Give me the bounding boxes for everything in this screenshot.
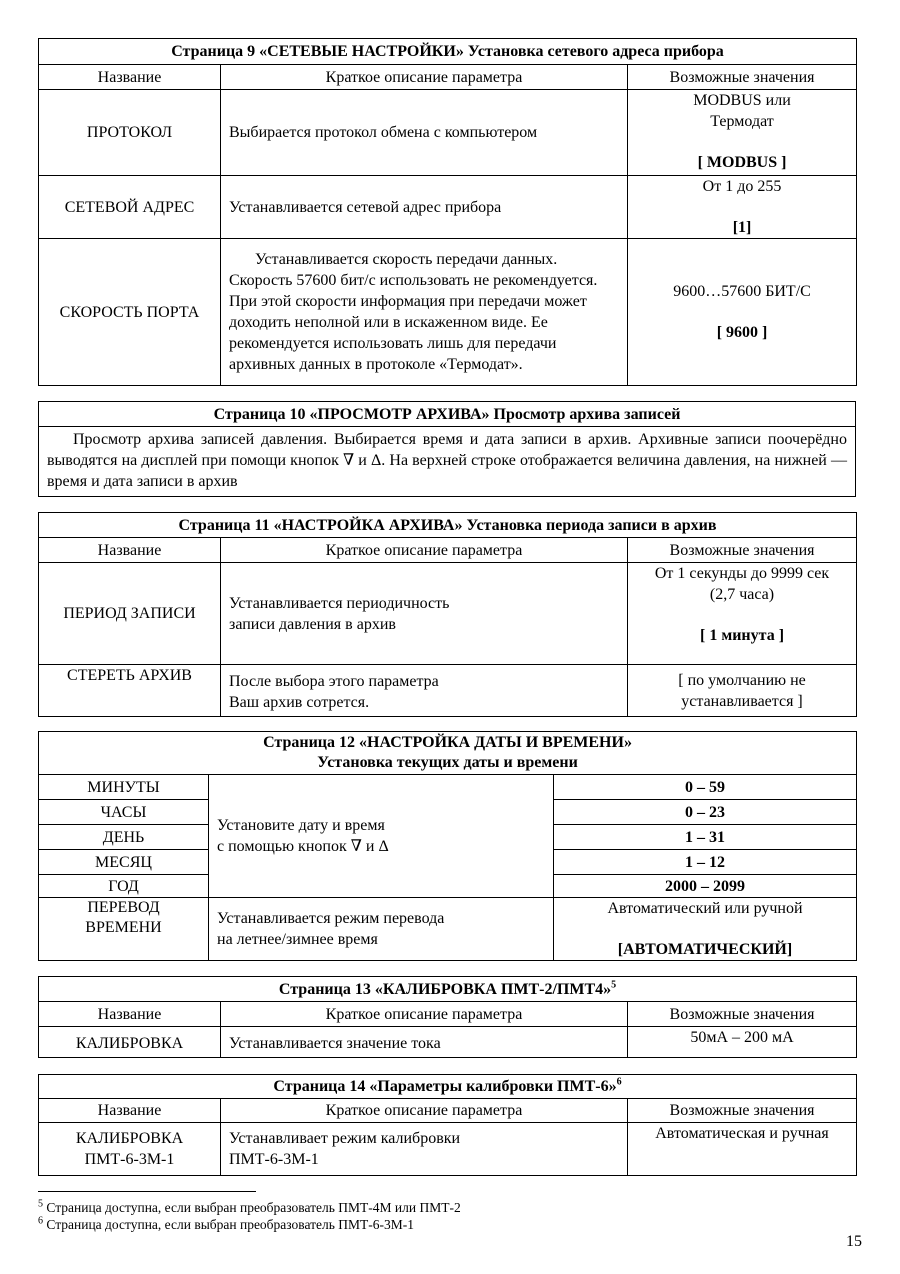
header-desc: Краткое описание параметра <box>221 538 628 563</box>
title-text: Страница 14 «Параметры калибровки ПМТ-6» <box>273 1078 617 1095</box>
desc-line: Устанавливает режим калибровки <box>229 1130 461 1147</box>
table-page-9 <box>38 38 857 386</box>
header-values: Возможные значения <box>628 1099 857 1123</box>
desc-line: Устанавливается режим перевода <box>217 910 445 927</box>
param-desc <box>221 665 628 717</box>
param-desc: Устанавливается значение тока <box>221 1027 628 1058</box>
param-values <box>554 898 857 961</box>
param-values <box>628 665 857 717</box>
param-values: 50мА – 200 мА <box>628 1027 857 1058</box>
table-row <box>39 665 857 717</box>
header-name: Название <box>39 1099 221 1123</box>
table-row <box>39 775 857 800</box>
table-title: Страница 11 «НАСТРОЙКА АРХИВА» Установка периода записи в архив <box>39 513 857 538</box>
table-title: Страница 9 «СЕТЕВЫЕ НАСТРОЙКИ» Установка сетевого адреса прибора <box>39 39 857 65</box>
param-range: 0 – 23 <box>554 800 857 825</box>
page-number: 15 <box>846 1233 862 1250</box>
param-values <box>628 90 857 176</box>
value-line: От 1 секунды до 9999 сек <box>654 565 830 582</box>
param-name <box>39 1123 221 1176</box>
footnote-divider <box>38 1191 256 1192</box>
param-name: МЕСЯЦ <box>39 850 209 875</box>
default-value: [ MODBUS ] <box>697 154 787 171</box>
name-line: ПМТ-6-3М-1 <box>84 1151 175 1168</box>
value-line: 9600…57600 БИТ/С <box>673 283 811 300</box>
header-desc: Краткое описание параметра <box>221 1099 628 1123</box>
param-values <box>628 239 857 386</box>
param-desc <box>209 898 554 961</box>
param-name <box>39 898 209 961</box>
value-line: От 1 до 255 <box>702 178 782 195</box>
footnote-text: Страница доступна, если выбран преобразователь ПМТ-4М или ПМТ-2 <box>46 1200 461 1215</box>
param-desc: Устанавливается сетевой адрес прибора <box>221 176 628 239</box>
desc-line: на летнее/зимнее время <box>217 931 378 948</box>
param-desc: Устанавливается скорость передачи данных. Скорость 57600 бит/с использовать не рекомендуется. При этой скорости информация при передачи может доходить неполной или в искаженном виде. Ее рекомендуется использовать лишь для передачи архивных данных в протоколе «Термодат». <box>221 239 628 386</box>
name-line: КАЛИБРОВКА <box>75 1130 184 1147</box>
value-line: (2,7 часа) <box>709 586 775 603</box>
param-range: 2000 – 2099 <box>554 875 857 898</box>
table-row <box>39 1027 857 1058</box>
header-name: Название <box>39 65 221 90</box>
param-name: ПРОТОКОЛ <box>39 90 221 176</box>
param-desc <box>221 1123 628 1176</box>
table-row <box>39 90 857 176</box>
param-name: КАЛИБРОВКА <box>39 1027 221 1058</box>
param-name: ДЕНЬ <box>39 825 209 850</box>
param-desc <box>221 563 628 665</box>
default-value: [ 9600 ] <box>716 324 768 341</box>
name-line: ПЕРЕВОД <box>87 899 160 916</box>
table-page-11 <box>38 512 857 717</box>
title-text: Страница 13 «КАЛИБРОВКА ПМТ-2/ПМТ4» <box>278 980 612 998</box>
header-desc: Краткое описание параметра <box>221 65 628 90</box>
default-value: [АВТОМАТИЧЕСКИЙ] <box>617 941 793 958</box>
header-name: Название <box>39 538 221 563</box>
param-name: ПЕРИОД ЗАПИСИ <box>39 563 221 665</box>
header-values: Возможные значения <box>628 538 857 563</box>
param-values <box>628 176 857 239</box>
param-desc: Выбирается протокол обмена с компьютером <box>221 90 628 176</box>
desc-line: После выбора этого параметра <box>229 673 439 690</box>
param-name: СТЕРЕТЬ АРХИВ <box>39 665 221 717</box>
header-values: Возможные значения <box>628 65 857 90</box>
footnote-text: Страница доступна, если выбран преобразователь ПМТ-6-3М-1 <box>46 1217 415 1232</box>
param-desc <box>209 775 554 898</box>
param-values: Автоматическая и ручная <box>628 1123 857 1176</box>
archive-description: Просмотр архива записей давления. Выбирается время и дата записи в архив. Архивные записи поочерёдно выводятся на дисплей при помощи кнопок ∇ и Δ. На верхней строке отображается величина давления, на нижней — время и дата записи в архив <box>39 427 856 497</box>
param-name: СКОРОСТЬ ПОРТА <box>39 239 221 386</box>
table-row <box>39 898 857 961</box>
table-page-10 <box>38 401 856 497</box>
desc-line: Устанавливается периодичность <box>229 594 450 612</box>
header-name: Название <box>39 1002 221 1027</box>
table-title <box>39 1075 857 1099</box>
table-page-13 <box>38 976 857 1058</box>
footnote <box>38 1200 461 1216</box>
header-desc: Краткое описание параметра <box>221 1002 628 1027</box>
footnote <box>38 1217 414 1233</box>
desc-line: ПМТ-6-3М-1 <box>229 1151 319 1168</box>
footnote-ref: 5 <box>611 979 617 991</box>
param-name: ЧАСЫ <box>39 800 209 825</box>
value-line: MODBUS или <box>693 92 791 109</box>
table-row <box>39 239 857 386</box>
default-value: [1] <box>732 219 752 236</box>
table-row <box>39 1123 857 1176</box>
table-row <box>39 563 857 665</box>
name-line: ВРЕМЕНИ <box>85 919 162 936</box>
table-page-12 <box>38 731 857 961</box>
value-line: Термодат <box>710 113 774 130</box>
value-line: [ по умолчанию не <box>678 671 806 689</box>
title-line: Установка текущих даты и времени <box>317 754 578 771</box>
footnote-number: 6 <box>38 1215 43 1227</box>
param-name: СЕТЕВОЙ АДРЕС <box>39 176 221 239</box>
param-range: 1 – 12 <box>554 850 857 875</box>
table-page-14 <box>38 1074 857 1176</box>
title-line: Страница 12 «НАСТРОЙКА ДАТЫ И ВРЕМЕНИ» <box>263 734 632 751</box>
table-title: Страница 10 «ПРОСМОТР АРХИВА» Просмотр архива записей <box>39 402 856 427</box>
param-values <box>628 563 857 665</box>
desc-line: с помощью кнопок ∇ и Δ <box>217 838 389 855</box>
header-values: Возможные значения <box>628 1002 857 1027</box>
desc-line: записи давления в архив <box>229 615 396 633</box>
footnote-number: 5 <box>38 1198 43 1210</box>
default-value: [ 1 минута ] <box>699 627 785 644</box>
param-range: 0 – 59 <box>554 775 857 800</box>
footnote-ref: 6 <box>616 1076 622 1088</box>
param-range: 1 – 31 <box>554 825 857 850</box>
value-line: устанавливается ] <box>681 692 803 710</box>
desc-line: Ваш архив сотрется. <box>229 694 370 711</box>
param-name: ГОД <box>39 875 209 898</box>
table-row <box>39 176 857 239</box>
value-line: Автоматический или ручной <box>607 900 803 917</box>
param-name: МИНУТЫ <box>39 775 209 800</box>
desc-line: Установите дату и время <box>217 817 385 834</box>
table-title <box>39 732 857 775</box>
table-title <box>39 977 857 1002</box>
